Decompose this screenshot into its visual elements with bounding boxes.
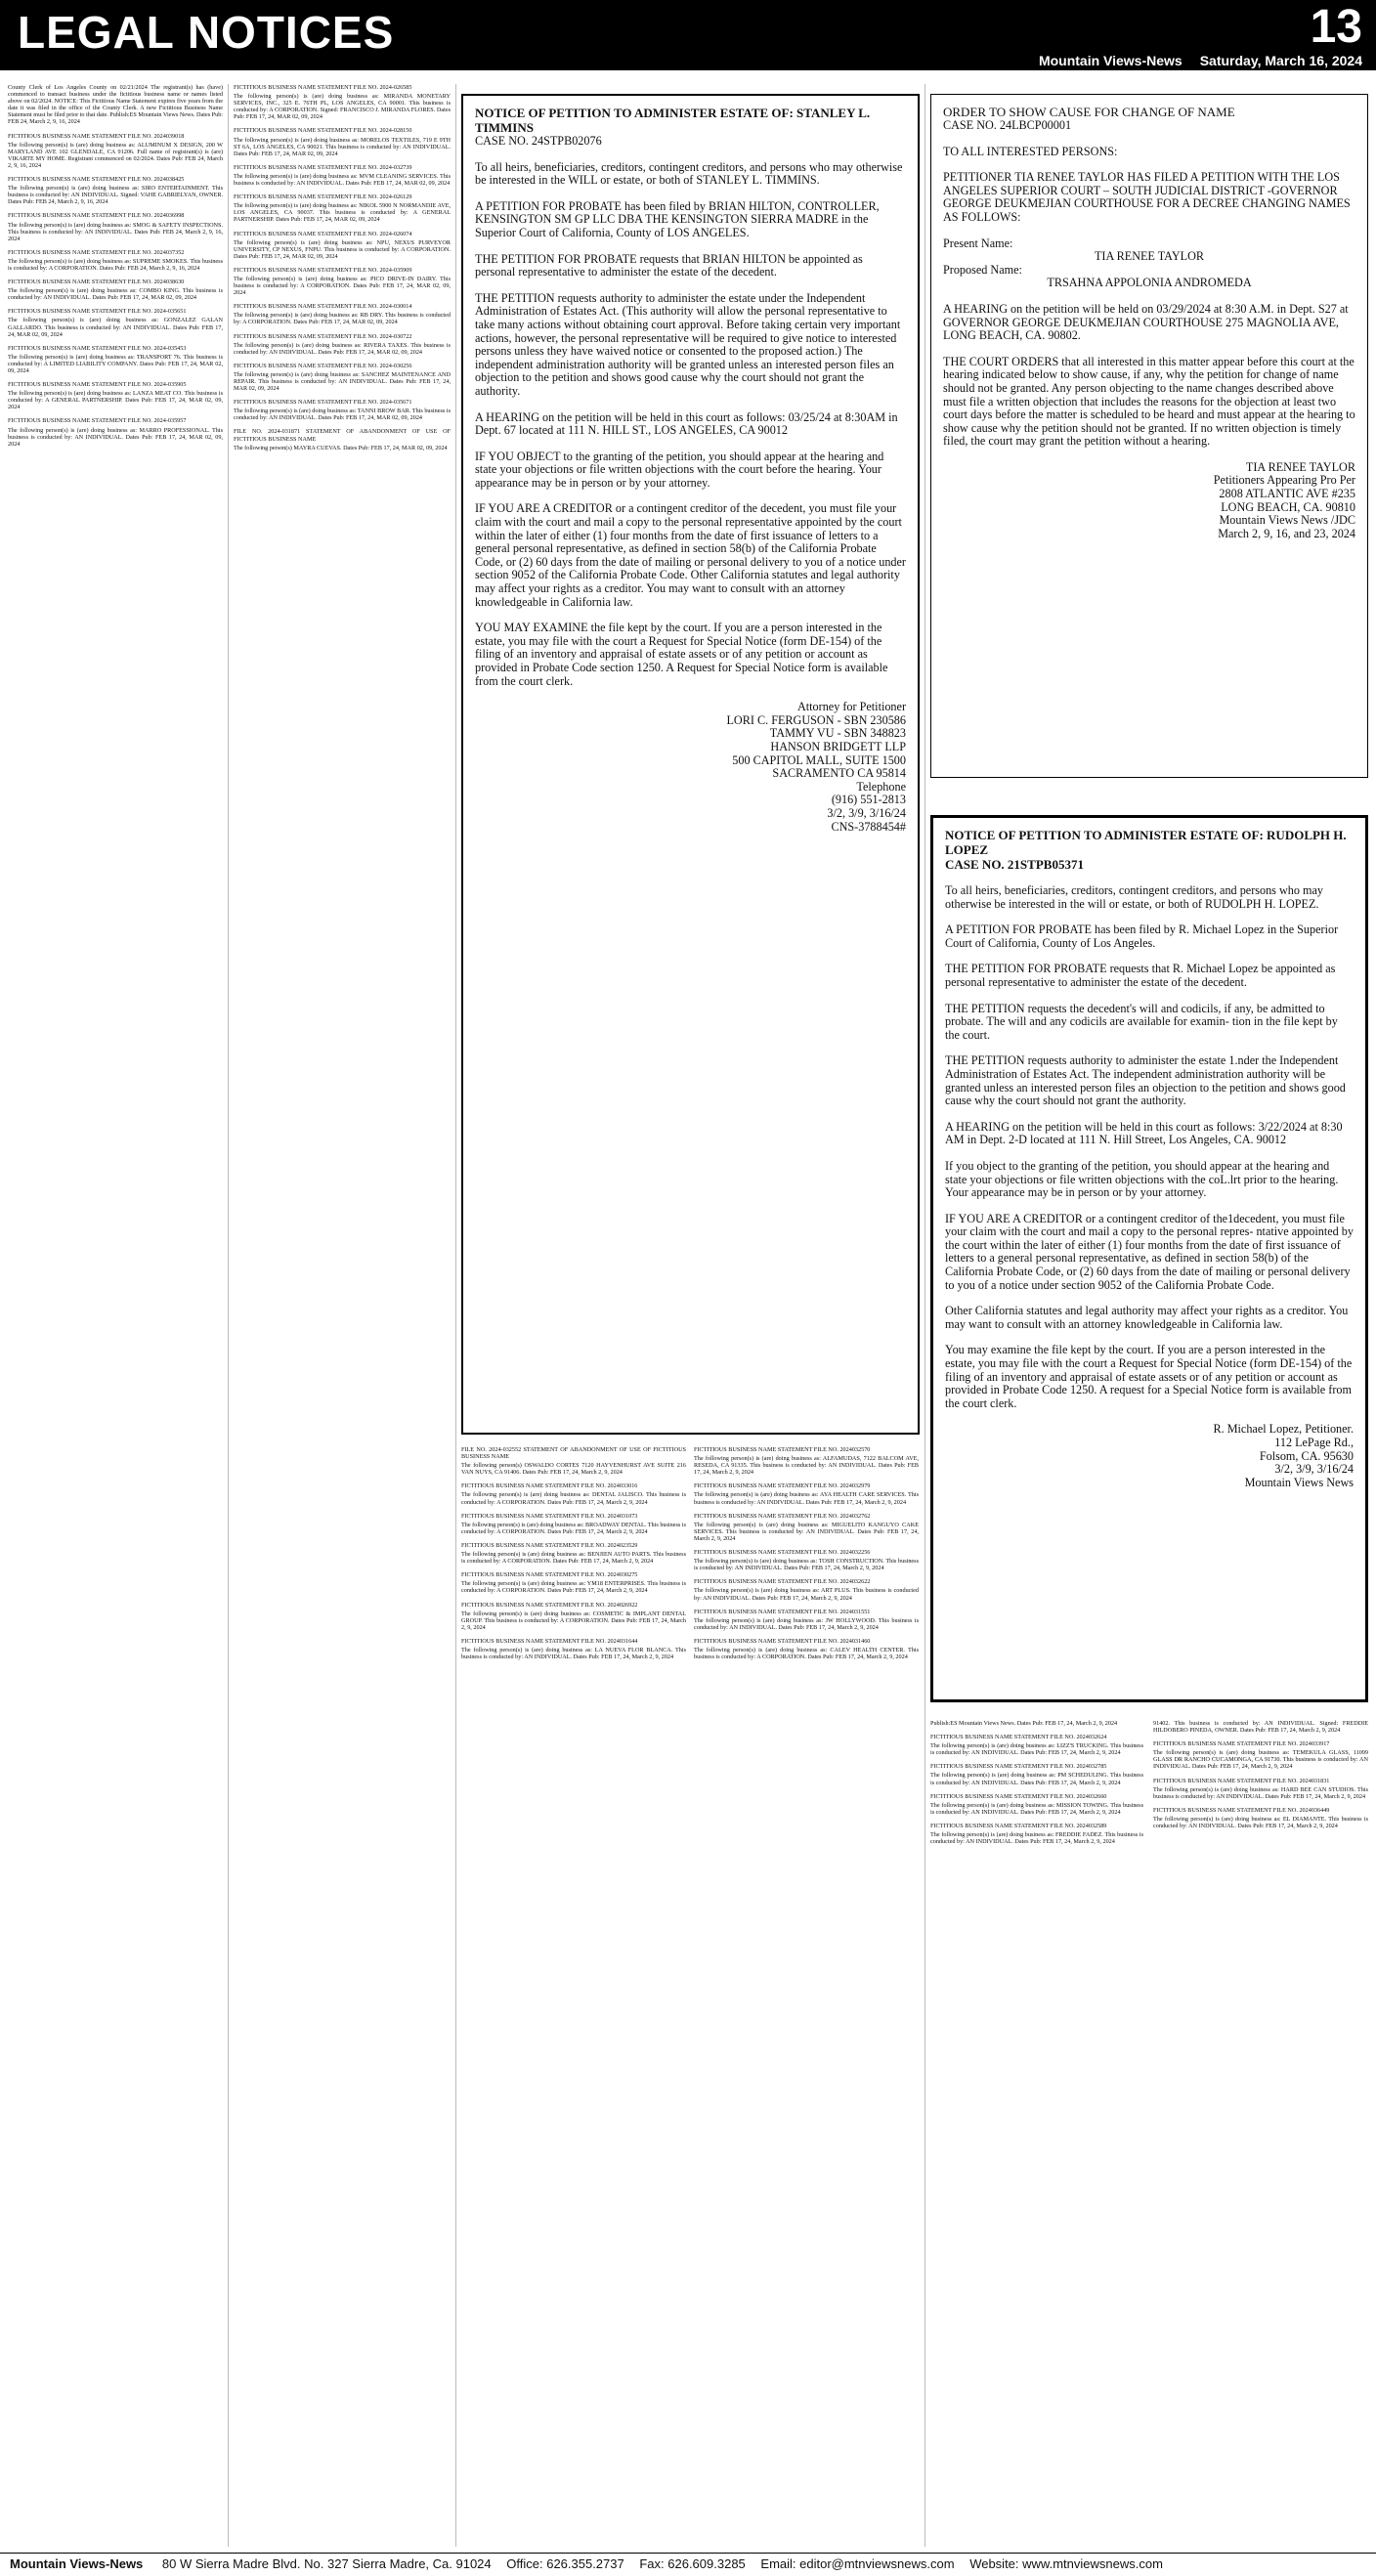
signature-line: 3/2, 3/9, 3/16/24 — [1274, 1462, 1354, 1477]
notice-paragraph: THE PETITION requests authority to administer the estate under the Independent Administration of Estates Act. (This authority will allow the personal representative to take many actions without obtaining court approval. Before taking certain very important actions, however, the personal representative will be required to give notice to interested persons unless they have waived notice or consented to the proposed action.) The independent administration authority will be granted unless an interested person files an objection to the petition and shows good cause why the court should not grant the authority. — [475, 290, 901, 398]
notice-heading: FICTITIOUS BUSINESS NAME STATEMENT FILE NO. 2024032762 — [694, 1512, 871, 1520]
notice-body: The following person(s) is (are) doing business as: NPU, NEXUS PURVEYOR UNIVERSITY, CP NEXUS, FNPU. This business is conducted by: A CORPORATION. Dates Pub: FEB 17, 24, MAR 02, 09, 2024 — [234, 238, 451, 260]
notice-body: The following person(s) is (are) doing business as: MORELOS TEXTILES, 719 E 9TH ST 6A, LOS ANGELES, CA 90021. This business is conducted by: AN INDIVIDUAL. Dates Pub: FEB 17, 24, MAR 02, 09, 2024 — [234, 136, 451, 157]
notice-body: The following person(s) is (are) doing business as: TRANSPORT 76. This business is conducted by: A LIMITED LIABILITY COMPANY. Dates Pub: FEB 17, 24, MAR 02, 09, 2024 — [8, 353, 223, 374]
notice-heading: FICTITIOUS BUSINESS NAME STATEMENT FILE NO. 2024023529 — [461, 1541, 638, 1549]
notice-body: The following person(s) is (are) doing business as: BENJIEN AUTO PARTS. This business is conducted by: A CORPORATION. Dates Pub: FEB 17, 24, March 2, 9, 2024 — [461, 1551, 686, 1566]
notice-paragraph: IF YOU OBJECT to the granting of the petition, you should appear at the hearing and state your objections or file written objections with the court before the hearing. Your appearance may be in person or by your attorney. — [475, 449, 884, 490]
notice-paragraph: IF YOU ARE A CREDITOR or a contingent creditor of the1decedent, you must file your claim with the court and mail a copy to the personal repres- ntative appointed by the court within the later of either (1) four months from the date of first issuance of letters to a general personal representative, as defined in section 58(b) of the California Probate Code, or (2) 60 days from the date of mailing or personal delivery to you of a notice under section 9052 of the California Probate Code. — [945, 1211, 1354, 1292]
signature-line: Attorney for Petitioner — [796, 700, 906, 714]
signature-line: March 2, 9, 16, and 23, 2024 — [1218, 526, 1355, 540]
notice-heading: FICTITIOUS BUSINESS NAME STATEMENT FILE NO. 2024032622 — [694, 1578, 871, 1586]
notice-body: The following person(s) is (are) doing business as: YM18 ENTERPRISES. This business is conducted by: A CORPORATION. Dates Pub: FEB 17, 24, March 2, 9, 2024 — [461, 1580, 686, 1595]
notice-body: The following person(s) is (are) doing business as: RIVERA TAXES. This business is conducted by: AN INDIVIDUAL. Dates Pub: FEB 17, 24, MAR 02, 09, 2024 — [234, 341, 451, 356]
signature-line: LONG BEACH, CA. 90810 — [1221, 499, 1355, 514]
notice-heading: FICTITIOUS BUSINESS NAME STATEMENT FILE NO. 2024-035957 — [8, 417, 187, 425]
notice-body: The following person(s) is (are) doing business as: MIRANDA MONETARY SERVICES, INC., 325 E. 76TH PL, LOS ANGELES, CA 90001. This business is conducted by: A CORPORATION. Signed: FRANCISCO J. MIRANDA FLORES. Dates Pub: FEB 17, 24, MAR 02, 09, 2024 — [234, 93, 451, 121]
notice-body: The following person(s) is (are) doing business as: MIGUELITO KANGUYO CAKE SERVICES. This business is conducted by: AN INDIVIDUAL. Dates Pub: FEB 17, 24, March 2, 9, 2024 — [694, 1521, 919, 1542]
notice-body: The following person(s) is (are) doing business as: ALFAMUDAS, 7122 BALCOM AVE, RESEDA, CA 91335. This business is conducted by: AN INDIVIDUAL. Dates Pub: FEB 17, 24, March 2, 9, 2024 — [694, 1455, 919, 1477]
footer-address: 80 W Sierra Madre Blvd. No. 327 Sierra Madre, Ca. 91024 — [161, 2556, 492, 2571]
notice-heading: FICTITIOUS BUSINESS NAME STATEMENT FILE NO. 2024-032739 — [234, 163, 412, 171]
notice-body: The following person(s) is (are) doing business as: MARRO PROFESSIONAL. This business is conducted by: AN INDIVIDUAL. Dates Pub: FEB 17, 24, MAR 02, 09, 2024 — [8, 426, 223, 448]
notice-heading: FICTITIOUS BUSINESS NAME STATEMENT FILE NO. 2024031460 — [694, 1637, 871, 1645]
notice-body: The following person(s) is (are) doing business as: EL DIAMANTE. This business is conducted by: AN INDIVIDUAL. Dates Pub: FEB 17, 24, March 2, 9, 2024 — [1153, 1815, 1368, 1830]
footer-fax: Fax: 626.609.3285 — [639, 2556, 746, 2571]
notice-column-1 — [8, 84, 223, 2547]
notice-body: The following person(s) is (are) doing business as: SUPREME SMOKES. This business is conducted by: A CORPORATION. Dates Pub: FEB 24, March 2, 9, 16, 2024 — [8, 257, 223, 272]
signature-line: Mountain Views News /JDC — [1219, 513, 1355, 528]
notice-heading: FICTITIOUS BUSINESS NAME STATEMENT FILE NO. 2024-035651 — [8, 308, 187, 316]
petitioner-signature — [945, 1423, 1354, 1489]
notice-heading: FICTITIOUS BUSINESS NAME STATEMENT FILE NO. 2024032979 — [694, 1482, 871, 1490]
notice-estate-lopez — [930, 815, 1368, 1702]
notice-body: 91402. This business is conducted by: AN INDIVIDUAL. Signed: FREDDIE HILDOBERO PINEDA, OWNER. Dates Pub: FEB 17, 24, March 2, 9, 2024 — [1153, 1720, 1368, 1735]
notice-heading: FICTITIOUS BUSINESS NAME STATEMENT FILE NO. 2024031551 — [694, 1608, 871, 1615]
signature-line: 112 LePage Rd., — [1274, 1436, 1354, 1449]
notice-body: The following person(s) is (are) doing business as: PICO DRIVE-IN DAIRY. This business is conducted by: A CORPORATION. Dates Pub: FEB 17, 24, MAR 02, 09, 2024 — [234, 275, 451, 297]
notice-paragraph: A PETITION FOR PROBATE has been filed by BRIAN HILTON, CONTROLLER, KENSINGTON SM GP LLC DBA THE KENSINGTON SIERRA MADRE in the Superior Court of California, County of LOS ANGELES. — [475, 198, 880, 239]
order-title: ORDER TO SHOW CAUSE FOR CHANGE OF NAME — [943, 105, 1235, 119]
signature-line: 500 CAPITOL MALL, SUITE 1500 — [732, 752, 906, 767]
notice-heading: FICTITIOUS BUSINESS NAME STATEMENT FILE NO. 2024037352 — [8, 248, 185, 256]
page-footer — [0, 2553, 1376, 2576]
notice-heading: FICTITIOUS BUSINESS NAME STATEMENT FILE NO. 2024038425 — [8, 176, 185, 184]
notice-body: The following person(s) is (are) doing business as: GONZALEZ GALAN GALLARDO. This business is conducted by: AN INDIVIDUAL. Dates Pub: FEB 17, 24, MAR 02, 09, 2024 — [8, 317, 223, 338]
notice-heading: FILE NO. 2024-032552 STATEMENT OF ABANDONMENT OF USE OF FICTITIOUS BUSINESS NAME — [461, 1446, 686, 1461]
notice-body: The following person(s) is (are) doing business as: MISSION TOWING. This business is conducted by: AN INDIVIDUAL. Dates Pub: FEB 17, 24, March 2, 9, 2024 — [930, 1801, 1143, 1816]
notice-paragraph: THE PETITION FOR PROBATE requests that BRIAN HILTON be appointed as personal representative to administer the estate of the decedent. — [475, 251, 863, 279]
notice-paragraph: Other California statutes and legal authority may affect your rights as a creditor. You may want to consult with an attorney knowledgeable in California law. — [945, 1304, 1349, 1331]
notice-paragraph: THE PETITION FOR PROBATE requests that R. Michael Lopez be appointed as personal representative to administer the estate of the decedent. — [945, 962, 1336, 989]
signature-line: TAMMY VU - SBN 348823 — [769, 726, 906, 741]
notice-paragraph: A PETITION FOR PROBATE has been filed by R. Michael Lopez in the Superior Court of California, County of Los Angeles. — [945, 923, 1339, 950]
signature-line: Folsom, CA. 95630 — [1259, 1448, 1354, 1463]
signature-line: SACRAMENTO CA 95814 — [772, 766, 906, 781]
notice-heading: FILE NO. 2024-031871 STATEMENT OF ABANDONMENT OF USE OF FICTITIOUS BUSINESS NAME — [234, 428, 451, 443]
notice-paragraph: To all heirs, beneficiaries, creditors, contingent creditors, and persons who may otherwise be interested in the will or estate, or both of RUDOLPH H. LOPEZ. — [945, 883, 1323, 911]
notice-heading: FICTITIOUS BUSINESS NAME STATEMENT FILE NO. 2024031644 — [461, 1637, 638, 1645]
present-name: TIA RENEE TAYLOR — [1094, 249, 1205, 264]
notice-paragraph: IF YOU ARE A CREDITOR or a contingent creditor of the decedent, you must file your claim with the court and mail a copy to the personal representative appointed by the court within the later of either (1) four months from the date of first issuance of letters to a general personal representative, as defined in section 58(b) of the California Probate Code, or (2) 60 days from the date of mailing or personal delivery to you of a notice under section 9052 of the California Probate Code. Other California statutes and legal authority may affect your rights as a creditor. You may want to consult with an attorney knowledgeable in California law. — [475, 501, 906, 609]
case-number: CASE NO. 24LBCP00001 — [943, 118, 1072, 132]
notice-heading: FICTITIOUS BUSINESS NAME STATEMENT FILE NO. 2024026922 — [461, 1601, 638, 1609]
notice-heading: FICTITIOUS BUSINESS NAME STATEMENT FILE NO. 2024-035909 — [234, 266, 412, 274]
notice-heading: FICTITIOUS BUSINESS NAME STATEMENT FILE NO. 2024-030256 — [234, 362, 412, 369]
masthead-subline — [1021, 53, 1362, 68]
notice-heading: FICTITIOUS BUSINESS NAME STATEMENT FILE NO. 2024-035453 — [8, 344, 187, 352]
notice-heading: FICTITIOUS BUSINESS NAME STATEMENT FILE NO. 2024036998 — [8, 212, 185, 220]
proposed-name: TRSAHNA APPOLONIA ANDROMEDA — [1047, 276, 1252, 290]
notice-body: The following person(s) is (are) doing business as: HARD BEE CAN STUDIOS. This business is conducted by: AN INDIVIDUAL. Dates Pub: FEB 17, 24, March 2, 9, 2024 — [1153, 1785, 1368, 1800]
signature-line: R. Michael Lopez, Petitioner. — [1213, 1422, 1354, 1437]
notice-body: The following person(s) is (are) doing business as: CALEV HEALTH CENTER. This business is conducted by: A CORPORATION. Dates Pub: FEB 17, 24, March 2, 9, 2024 — [694, 1646, 919, 1661]
notice-body: The following person(s) is (are) doing business as: FREDDIE FADEZ. This business is conducted by: AN INDIVIDUAL. Dates Pub: FEB 17, 24, March 2, 9, 2024 — [930, 1831, 1143, 1846]
notice-heading: FICTITIOUS BUSINESS NAME STATEMENT FILE NO. 2024031831 — [1153, 1777, 1330, 1784]
notice-paragraph: A HEARING on the petition will be held in this court as follows: 03/25/24 at 8:30AM in Dept. 67 located at 111 N. HILL ST., LOS ANGELES, CA 90012 — [475, 409, 898, 438]
notice-body: The following person(s) is (are) doing business as: SANCHEZ MAINTENANCE AND REPAIR. This business is conducted by: AN INDIVIDUAL. Dates Pub: FEB 17, 24, MAR 02, 09, 2024 — [234, 370, 451, 393]
page-number: 13 — [1310, 1, 1362, 53]
notice-body: The following person(s) is (are) doing business as: LIZZ'S TRUCKING. This business is conducted by: AN INDIVIDUAL. Dates Pub: FEB 17, 24, March 2, 9, 2024 — [930, 1742, 1143, 1757]
notice-body: The following person(s) is (are) doing business as: LANZA MEAT CO. This business is conducted by: A GENERAL PARTNERSHIP. Dates Pub: FEB 17, 24, MAR 02, 09, 2024 — [8, 390, 223, 411]
paper-name: Mountain Views-News — [1038, 53, 1182, 68]
section-title: LEGAL NOTICES — [18, 7, 395, 58]
column-divider — [455, 84, 456, 2547]
signature-line: Mountain Views News — [1244, 1475, 1354, 1489]
notice-heading: FICTITIOUS BUSINESS NAME STATEMENT FILE NO. 2024032785 — [930, 1763, 1107, 1771]
notice-body: The following person(s) is (are) doing business as: MVM CLEANING SERVICES. This business is conducted by: AN INDIVIDUAL. Dates Pub: FEB 17, 24, MAR 02, 09, 2024 — [234, 172, 451, 188]
signature-line: Telephone — [856, 779, 906, 794]
order-paragraph: PETITIONER TIA RENEE TAYLOR HAS FILED A PETITION WITH THE LOS ANGELES SUPERIOR COURT – SOUTH JUDICIAL DISTRICT -GOVERNOR GEORGE DEUKMEJIAN COURTHOUSE FOR A DECREE CHANGING NAMES AS FOLLOWS: — [943, 170, 1351, 224]
order-addressee: TO ALL INTERESTED PERSONS: — [943, 144, 1118, 158]
notice-body: The following person(s) is (are) doing business as: TANNI BROW BAR. This business is conducted by: AN INDIVIDUAL. Dates Pub: FEB 17, 24, MAR 02, 09, 2024 — [234, 408, 451, 422]
notice-paragraph: To all heirs, beneficiaries, creditors, contingent creditors, and persons who may otherwise be interested in the WILL or estate, or both of STANLEY L. TIMMINS. — [475, 159, 903, 188]
signature-line: CNS-3788454# — [831, 819, 906, 834]
notice-body: The following person(s) is (are) doing business as: COSMETIC & IMPLANT DENTAL GROUP. This business is conducted by: A CORPORATION. Dates Pub: FEB 17, 24, March 2, 9, 2024 — [461, 1610, 686, 1631]
order-name-change-taylor — [930, 94, 1368, 778]
column-divider — [228, 84, 229, 2547]
signature-line: 2808 ATLANTIC AVE #235 — [1219, 487, 1355, 501]
proposed-name-label: Proposed Name: — [943, 262, 1022, 277]
footer-paper-name: Mountain Views-News — [10, 2556, 144, 2571]
notice-paragraph: YOU MAY EXAMINE the file kept by the court. If you are a person interested in the estate, you may file with the court a Request for Special Notice (form DE-154) of the filing of an inventory and appraisal of estate assets or of any petition or account as provided in Probate Code section 1250. A Request for Special Notice form is available from the court clerk. — [475, 621, 888, 688]
order-paragraph: THE COURT ORDERS that all interested in this matter appear before this court at the hearing indicated below to show cause, if any, why the petition for change of name should not be granted. Any person objecting to the name changes described above must file a written objection that includes the reasons for the objection at least two court days before the matter is scheduled to be heard and must appear at the hearing to show cause why the petition should not be granted. If no written objection is timely filed, the court may grant the petition without a hearing. — [943, 354, 1355, 449]
notice-heading: FICTITIOUS BUSINESS NAME STATEMENT FILE NO. 2024036449 — [1153, 1806, 1330, 1814]
footer-website: Website: www.mtnviewsnews.com — [969, 2556, 1163, 2571]
order-paragraph: A HEARING on the petition will be held on 03/29/2024 at 8:30 A.M. in Dept. S27 at GOVERNOR GEORGE DEUKMEJIAN COURTHOUSE 275 MAGNOLIA AVE, LONG BEACH, CA. 90802. — [943, 301, 1349, 343]
signature-line: LORI C. FERGUSON - SBN 230586 — [726, 712, 906, 727]
notice-heading: FICTITIOUS BUSINESS NAME STATEMENT FILE NO. 2024032256 — [694, 1549, 871, 1557]
notice-paragraph: If you object to the granting of the petition, you should appear at the hearing and state your objections or file written objections with the coL.lrt prior to the hearing. Your appearance may be in person or by your attorney. — [945, 1158, 1339, 1200]
signature-line: HANSON BRIDGETT LLP — [770, 739, 906, 753]
notice-column-4 — [694, 1446, 919, 2547]
notice-heading: FICTITIOUS BUSINESS NAME STATEMENT FILE NO. 2024030275 — [461, 1571, 638, 1579]
footer-email: Email: editor@mtnviewsnews.com — [760, 2556, 955, 2571]
notice-heading: FICTITIOUS BUSINESS NAME STATEMENT FILE NO. 2024031073 — [461, 1512, 638, 1520]
notice-body: The following person(s) is (are) doing business as: COMBO KING. This business is conducted by: AN INDIVIDUAL. Dates Pub: FEB 17, 24, MAR 02, 09, 2024 — [8, 287, 223, 302]
present-name-label: Present Name: — [943, 236, 1013, 250]
notice-column-2 — [234, 84, 451, 2547]
notice-heading: FICTITIOUS BUSINESS NAME STATEMENT FILE NO. 2024032589 — [930, 1822, 1107, 1829]
notice-heading: FICTITIOUS BUSINESS NAME STATEMENT FILE NO. 2024-026585 — [234, 84, 412, 91]
notice-body: The following person(s) is (are) doing business as: AYA HEALTH CARE SERVICES. This business is conducted by: AN INDIVIDUAL. Dates Pub: FEB 17, 24, March 2, 9, 2024 — [694, 1491, 919, 1506]
notice-body: The following person(s) is (are) doing business as: NIKOL 5900 N NORMANDIE AVE, LOS ANGELES, CA 90037. This business is conducted by: A GENERAL PARTNERSHIP. Dates Pub: FEB 17, 24, MAR 02, 09, 2024 — [234, 202, 451, 224]
notice-paragraph: You may examine the file kept by the court. If you are a person interested in the estate, you may file with the court a Request for Special Notice (form DE-154) of the filing of an inventory and appraisal of estate assets or of any petition or account as provided in Probate Code 1250. A request for a Special Notice form is available from the court clerk. — [945, 1343, 1353, 1410]
signature-line: Petitioners Appearing Pro Per — [1213, 473, 1355, 488]
notice-body: Publish:ES Mountain Views News. Dates Pub: FEB 17, 24, March 2, 9, 2024 — [930, 1720, 1118, 1727]
notice-paragraph: A HEARING on the petition will be held in this court as follows: 3/22/2024 at 8:30 AM in Dept. 2-D located at 111 N. Hill Street, Los Angeles, CA. 90012 — [945, 1119, 1343, 1147]
footer-office-phone: Office: 626.355.2737 — [506, 2556, 624, 2571]
notice-body: The following person(s) is (are) doing business as: BROADWAY DENTAL. This business is conducted by: A CORPORATION. Dates Pub: FEB 17, 24, March 2, 9, 2024 — [461, 1521, 686, 1535]
notice-column-3 — [461, 1446, 686, 2547]
notice-body: The following person(s) is (are) doing business as: SIRO ENTERTAINMENT. This business is conducted by: AN INDIVIDUAL. Signed: VAHE GABRIELYAN, OWNER. Dates Pub: FEB 24, March 2, 9, 16, 2024 — [8, 185, 223, 206]
notice-heading: FICTITIOUS BUSINESS NAME STATEMENT FILE NO. 2024032660 — [930, 1792, 1107, 1800]
notice-heading: FICTITIOUS BUSINESS NAME STATEMENT FILE NO. 2024-035671 — [234, 399, 412, 407]
notice-heading: FICTITIOUS BUSINESS NAME STATEMENT FILE NO. 2024038630 — [8, 279, 185, 286]
notice-body: The following person(s) is (are) doing business as: ALUMINUM X DESIGN, 200 W MARYLAND AVE 102 GLENDALE, CA 91206. Full name of registrant(s) is (are) VIKARTE MY HOME. Registrant commenced on 02/2024. Dates Pub: FEB 24, March 2, 9, 16, 2024 — [8, 141, 223, 169]
notice-body: The following person(s) is (are) doing business as: PM SCHEDULING. This business is conducted by: AN INDIVIDUAL. Dates Pub: FEB 17, 24, March 2, 9, 2024 — [930, 1772, 1143, 1786]
case-number: CASE NO. 21STPB05371 — [945, 857, 1084, 872]
notice-heading: FICTITIOUS BUSINESS NAME STATEMENT FILE NO. 2024-030014 — [234, 303, 412, 311]
notice-body: The following person(s) MAYRA CUEVAS. Dates Pub: FEB 17, 24, MAR 02, 09, 2024 — [234, 444, 448, 451]
signature-line: (916) 551-2813 — [831, 793, 906, 807]
masthead — [0, 0, 1376, 70]
notice-body: The following person(s) is (are) doing business as: SMOG & SAFETY INSPECTIONS. This business is conducted by: AN INDIVIDUAL. Dates Pub: FEB 24, March 2, 9, 16, 2024 — [8, 221, 223, 242]
notice-heading: FICTITIOUS BUSINESS NAME STATEMENT FILE NO. 2024-026074 — [234, 230, 412, 237]
notice-title: NOTICE OF PETITION TO ADMINISTER ESTATE OF: STANLEY L. TIMMINS — [475, 106, 871, 135]
notice-body: The following person(s) is (are) doing business as: ART PLUS. This business is conducted by: AN INDIVIDUAL. Dates Pub: FEB 17, 24, March 2, 9, 2024 — [694, 1587, 919, 1602]
notice-body: The following person(s) is (are) doing business as: RB DRY. This business is conducted by: A CORPORATION. Dates Pub: FEB 17, 24, MAR 02, 09, 2024 — [234, 312, 451, 326]
notice-column-6 — [1153, 1720, 1368, 2547]
column-divider — [924, 84, 925, 2547]
notice-column-5 — [930, 1720, 1143, 2547]
case-number: CASE NO. 24STPB02076 — [475, 134, 602, 148]
notice-heading: FICTITIOUS BUSINESS NAME STATEMENT FILE NO. 2024033917 — [1153, 1740, 1330, 1748]
signature-line: 3/2, 3/9, 3/16/24 — [827, 805, 906, 820]
notice-body: County Clerk of Los Angeles County on 02/21/2024 The registrant(s) has (have) commenced to transact business under the fictitious business name or names listed above on 02/2024. NOTICE: This Fictitious Name Statement expires five years from the date it was filed in the office of the County Clerk. A new Fictitious Business Name Statement must be filed prior to that date. Publish:ES Mountain Views News. Dates Pub: FEB 24, March 2, 9, 16, 2024 — [8, 84, 223, 126]
notice-heading: FICTITIOUS BUSINESS NAME STATEMENT FILE NO. 2024032570 — [694, 1446, 871, 1453]
notice-body: The following person(s) is (are) doing business as: LA NUEVA FLOR BLANCA. This business is conducted by: AN INDIVIDUAL. Dates Pub: FEB 17, 24, March 2, 9, 2024 — [461, 1646, 686, 1661]
notice-estate-timmins — [461, 94, 920, 1435]
notice-body: The following person(s) OSWALDO CORTES 7120 HAYVENHURST AVE SUITE 216 VAN NUYS, CA 91406. Dates Pub: FEB 17, 24, March 2, 9, 2024 — [461, 1462, 686, 1477]
notice-heading: FICTITIOUS BUSINESS NAME STATEMENT FILE NO. 2024033016 — [461, 1482, 638, 1490]
notice-body: The following person(s) is (are) doing business as: TEMEKULA GLASS, 11099 GLASS DR RANCHO CUCAMONGA, CA 91730. This business is conducted by: AN INDIVIDUAL. Dates Pub: FEB 17, 24, March 2, 9, 2024 — [1153, 1749, 1368, 1771]
notice-body: The following person(s) is (are) doing business as: JW HOLLYWOOD. This business is conducted by: AN INDIVIDUAL. Dates Pub: FEB 17, 24, March 2, 9, 2024 — [694, 1616, 919, 1631]
notice-heading: FICTITIOUS BUSINESS NAME STATEMENT FILE NO. 2024032624 — [930, 1734, 1107, 1741]
petitioner-signature — [943, 461, 1355, 541]
notice-heading: FICTITIOUS BUSINESS NAME STATEMENT FILE NO. 2024-035905 — [8, 381, 187, 389]
notice-heading: FICTITIOUS BUSINESS NAME STATEMENT FILE NO. 2024039018 — [8, 132, 185, 140]
issue-date: Saturday, March 16, 2024 — [1199, 53, 1362, 68]
notice-body: The following person(s) is (are) doing business as: DENTAL JALISCO. This business is conducted by: A CORPORATION. Dates Pub: FEB 17, 24, March 2, 9, 2024 — [461, 1491, 686, 1506]
notice-heading: FICTITIOUS BUSINESS NAME STATEMENT FILE NO. 2024-026129 — [234, 193, 412, 201]
notice-paragraph: THE PETITION requests the decedent's will and codicils, if any, be admitted to probate. The will and any codicils are available for examin- tion in the file kept by the court. — [945, 1001, 1338, 1042]
notice-paragraph: THE PETITION requests authority to administer the estate 1.nder the Independent Administration of Estates Act. The independent administration authority will be granted unless an interested person files an objection to the petition and shows good cause why the court should not grant the authority. — [945, 1053, 1346, 1108]
notice-heading: FICTITIOUS BUSINESS NAME STATEMENT FILE NO. 2024-028150 — [234, 127, 412, 135]
attorney-signature — [475, 701, 906, 834]
notice-heading: FICTITIOUS BUSINESS NAME STATEMENT FILE NO. 2024-030722 — [234, 332, 412, 340]
notice-title: NOTICE OF PETITION TO ADMINISTER ESTATE OF: RUDOLPH H. LOPEZ — [945, 828, 1347, 857]
notice-body: The following person(s) is (are) doing business as: TOSH CONSTRUCTION. This business is conducted by: AN INDIVIDUAL. Dates Pub: FEB 17, 24, March 2, 9, 2024 — [694, 1558, 919, 1572]
signature-line: TIA RENEE TAYLOR — [1245, 459, 1355, 474]
